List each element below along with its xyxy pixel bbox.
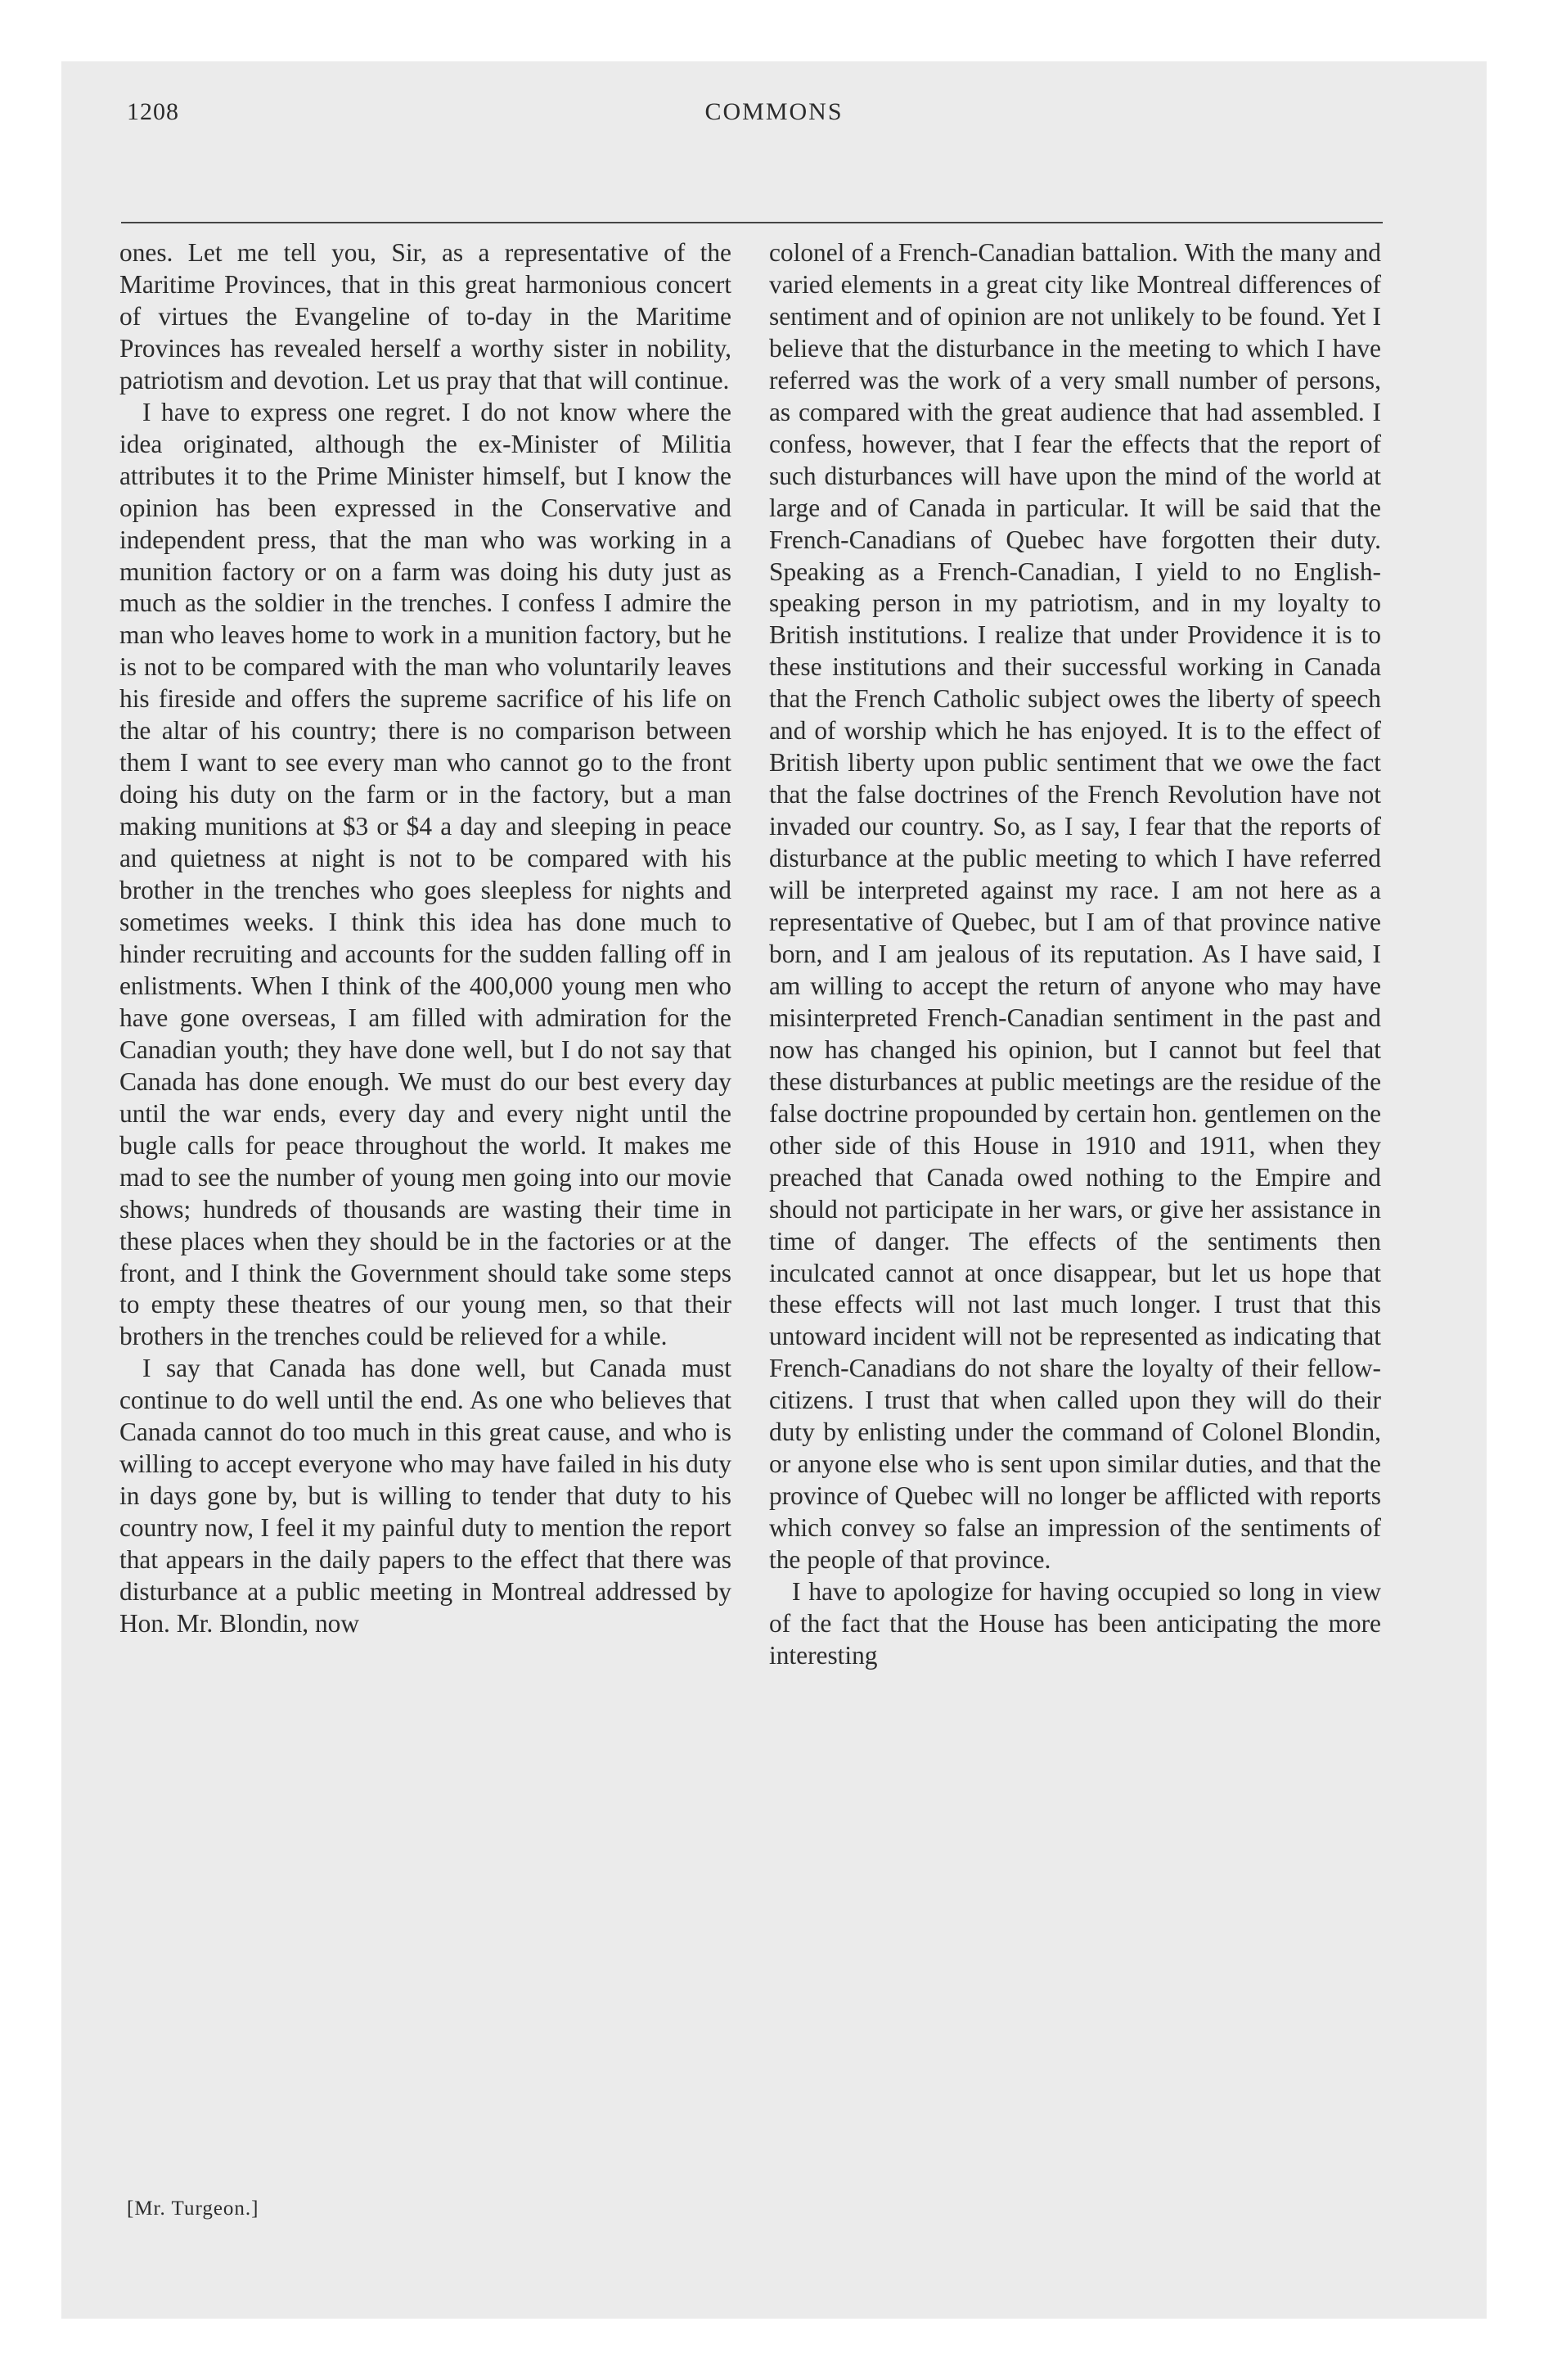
page-number: 1208 — [127, 98, 179, 125]
header-rule — [121, 222, 1383, 223]
left-paragraph-2: I have to express one regret. I do not know where the idea originated, although the ex-Minister of Militia attributes it to the Prime Minister himself, but I know the opinion has been expressed in the Conservative and independent press, that the man who was working in a munition factory or on a farm was doing his duty just as much as the soldier in the trenches. I confess I admire the man who leaves home to work in a munition factory, but he is not to be compared with the man who voluntarily leaves his fireside and offers the supreme sacrifice of his life on the altar of his country; there is no comparison between them I want to see every man who cannot go to the front doing his duty on the farm or in the factory, but a man making munitions at $3 or $4 a day and sleeping in peace and quietness at night is not to be compared with his brother in the trenches who goes sleepless for nights and sometimes weeks. I think this idea has done much to hinder recruiting and accounts for the sudden falling off in enlistments. When I think of the 400,000 young men who have gone overseas, I am filled with admiration for the Canadian youth; they have done well, but I do not say that Canada has done enough. We must do our best every day until the war ends, every day and every night until the bugle calls for peace throughout the world. It makes me mad to see the number of young men going into our movie shows; hundreds of thousands are wasting their time in these places when they should be in the factories or at the front, and I think the Government should take some steps to empty these theatres of our young men, so that their brothers in the trenches could be relieved for a while. — [119, 397, 731, 1351]
left-paragraph-3: I say that Canada has done well, but Canada must continue to do well until the end. As one who believes that Canada cannot do too much in this great cause, and who is willing to accept everyone who may have failed in his duty in days gone by, but is willing to tender that duty to his country now, I feel it my painful duty to mention the report that appears in the daily papers to the effect that there was disturbance at a public meeting in Montreal addressed by Hon. Mr. Blondin, now — [119, 1354, 731, 1638]
header-title: COMMONS — [704, 98, 844, 125]
running-head — [0, 98, 1548, 139]
left-column — [119, 237, 731, 1640]
left-paragraph-1: ones. Let me tell you, Sir, as a representative of the Maritime Provinces, that in this great harmonious concert of virtues the Evangeline of to-day in the Maritime Provinces has revealed herself a worthy sister in nobility, patriotism and devotion. Let us pray that that will continue. — [119, 238, 731, 394]
right-paragraph-2: I have to apologize for having occupied so long in view of the fact that the House has been anticipating the more interesting — [769, 1577, 1381, 1670]
right-paragraph-1: colonel of a French-Canadian battalion. With the many and varied elements in a great city like Montreal differences of sentiment and of opinion are not unlikely to be found. Yet I believe that the disturbance in the meeting to which I have referred was the work of a very small number of persons, as compared with the great audience that had assembled. I confess, however, that I fear the effects that the report of such disturbances will have upon the mind of the world at large and of Canada in particular. It will be said that the French-Canadians of Quebec have forgotten their duty. Speaking as a French-Canadian, I yield to no English-speaking person in my patriotism, and in my loyalty to British institutions. I realize that under Providence it is to these institutions and their successful working in Canada that the French Catholic subject owes the liberty of speech and of worship which he has enjoyed. It is to the effect of British liberty upon public sentiment that we owe the fact that the false doctrines of the French Revolution have not invaded our country. So, as I say, I fear that the reports of disturbance at the public meeting to which I have referred will be interpreted against my race. I am not here as a representative of Quebec, but I am of that province native born, and I am jealous of its reputation. As I have said, I am willing to accept the return of anyone who may have misinterpreted French-Canadian sentiment in the past and now has changed his opinion, but I cannot but feel that these disturbances at public meetings are the residue of the false doctrine propounded by certain hon. gentlemen on the other side of this House in 1910 and 1911, when they preached that Canada owed nothing to the Empire and should not participate in her wars, or give her assistance in time of danger. The effects of the sentiments then inculcated cannot at once disappear, but let us hope that these effects will not last much longer. I trust that this untoward incident will not be represented as indicating that French-Canadians do not share the loyalty of their fellow-citizens. I trust that when called upon they will do their duty by enlisting under the command of Colonel Blondin, or anyone else who is sent upon similar duties, and that the province of Quebec will no longer be afflicted with reports which convey so false an impression of the sentiments of the people of that province. — [769, 238, 1381, 1575]
right-column — [769, 237, 1381, 1672]
speaker-attribution: [Mr. Turgeon.] — [127, 2197, 259, 2220]
